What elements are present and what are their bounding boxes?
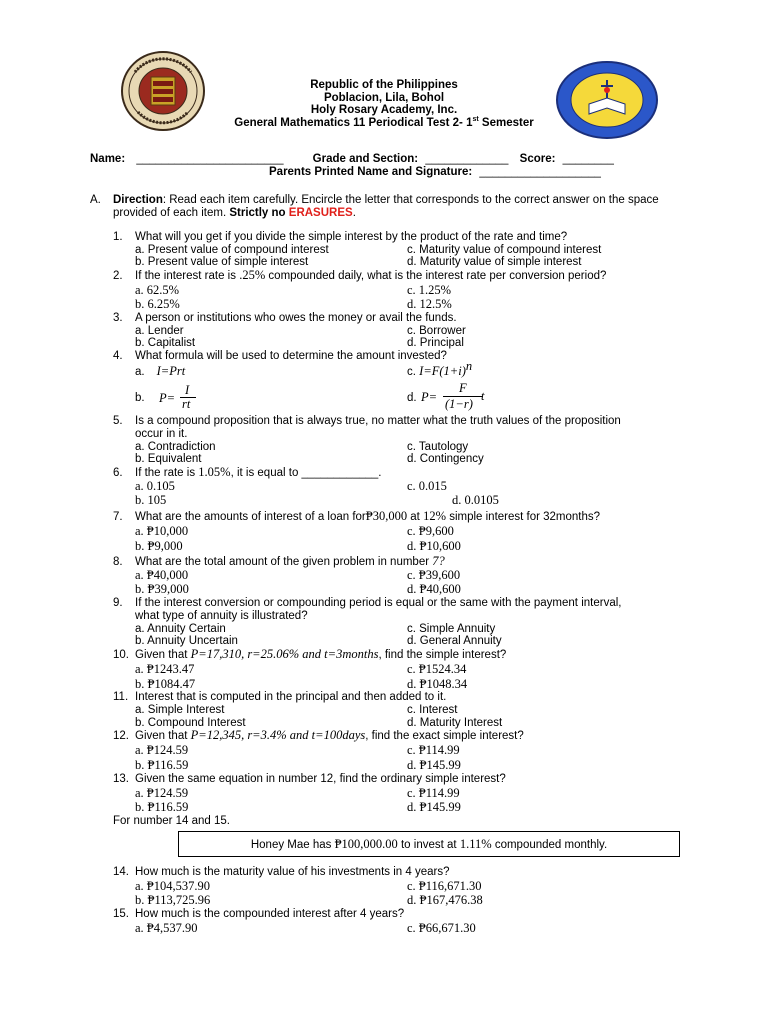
q1-option-b[interactable]: b. Present value of simple interest bbox=[135, 256, 309, 268]
location-line: Poblacion, Lila, Bohol bbox=[323, 91, 445, 104]
parents-field[interactable]: ___________________ bbox=[479, 166, 601, 178]
q10-option-b[interactable]: b. ₱1084.47 bbox=[135, 677, 196, 691]
q10-option-c[interactable]: c. ₱1524.34 bbox=[407, 662, 467, 676]
question-7: 7. What are the amounts of interest of a loan for₱30,000 at 12% simple interest for 32months? bbox=[113, 509, 601, 523]
question-4: 4. What formula will be used to determine the amount invested? bbox=[113, 350, 447, 362]
q9-option-b[interactable]: b. Annuity Uncertain bbox=[135, 635, 238, 647]
q9-option-d[interactable]: d. General Annuity bbox=[407, 635, 502, 647]
q14-option-c[interactable]: c. ₱116,671.30 bbox=[407, 879, 482, 893]
parents-label: Parents Printed Name and Signature: bbox=[269, 166, 473, 178]
q2-option-c[interactable]: c. 1.25% bbox=[407, 283, 452, 297]
q12-option-d[interactable]: d. ₱145.99 bbox=[407, 758, 461, 772]
q13-option-c[interactable]: c. ₱114.99 bbox=[407, 786, 460, 800]
q9-option-c[interactable]: c. Simple Annuity bbox=[407, 623, 496, 635]
q11-option-d[interactable]: d. Maturity Interest bbox=[407, 717, 503, 729]
q5-option-b[interactable]: b. Equivalent bbox=[135, 453, 202, 465]
q10-option-a[interactable]: a. ₱1243.47 bbox=[135, 662, 195, 676]
test-page: Republic of the Philippines Poblacion, Lila, Bohol Holy Rosary Academy, Inc. General Mathematics 11 Periodical Test 2- 1st Semester Name: _______________________ Grade and Section: _____________ Score: ________ Parents Printed Name and Signature: ___________________ A. Direction: Read each item carefully. Encircle the letter that corresponds to the correct answer on the space provided of each item. Strictly no ERASURES. 1. What will you get if you divide the simple interest by the product of the rate and time? a. Present value of compound interest b. Present value of simple interest c. Maturity value of compound interest d. Maturity value of simple interest 2. If the interest rate is .25% compounded daily, what is the interest rate per conversion period? a. 62.5% b. 6.25% c. 1.25% d. 12.5% 3. A person or institutions who owes the money or avail the funds. a. Lender b. Capitalist c. Borrower d. Principal 4. What formula will be used to determine the amount invested? a. I=Prt b. P= I rt c. $I=F(1+i)^n$ d. P= F (1−r) t 5. Is a compound proposition that is always true, no matter what the truth values of the proposition occur in it. a. Contradiction b. Equivalent c. Tautology d. Contingency 6. If the rate is 1.05%, it is equal to ____________. a. 0.105 b. 105 c. 0.015 d. 0.0105 7. What are the amounts of interest of a loan for₱30,000 at 12% simple interest for 32months? a. ₱10,000 b. ₱9,000 c. ₱9,600 d. ₱10,600 8. What are the total amount of the given problem in number 7? a. ₱40,000 b. ₱39,000 c. ₱39,600 d. ₱40,600 9. If the interest conversion or compounding period is equal or the same with the payment interval, what type of annuity is illustrated? a. Annuity Certain b. Annuity Uncertain c. Simple Annuity d. General Annuity 10. Given that P=17,310, r=25.06% and t=3months, find the simple interest? a. ₱1243.47 b. ₱1084.47 c. ₱1524.34 d. ₱1048.34 11. Interest that is computed in the principal and then added to it. a. Simple Interest b. Compound Interest c. Interest d. Maturity Interest 12. Given that P=12,345, r=3.4% and t=100days, find the exact simple interest? a. ₱124.59 b. ₱116.59 c. ₱114.99 d. ₱145.99 13. Given the same equation in number 12, find the ordinary simple interest? a. ₱124.59 b. ₱116.59 c. ₱114.99 d. ₱145.99 For number 14 and 15. Honey Mae has ₱100,000.00 to invest at 1.11% compounded monthly. 14. How much is the maturity value of his investments in 4 years? a. ₱104,537.90 b. ₱113,725.96 c. ₱116,671.30 d. ₱167,476.38 15. How much is the compounded interest after 4 years? a. ₱4,537.90 c. ₱66,671.30 bbox=[0, 0, 768, 1024]
q10-option-d[interactable]: d. ₱1048.34 bbox=[407, 677, 468, 691]
q11-option-b[interactable]: b. Compound Interest bbox=[135, 717, 246, 729]
q3-option-c[interactable]: c. Borrower bbox=[407, 325, 466, 337]
question-3: 3. A person or institutions who owes the money or avail the funds. bbox=[113, 312, 457, 324]
q3-option-b[interactable]: b. Capitalist bbox=[135, 337, 196, 349]
question-9: 9. If the interest conversion or compounding period is equal or the same with the payment interval, bbox=[113, 597, 622, 609]
name-label: Name: bbox=[90, 153, 126, 165]
question-2: 2. If the interest rate is .25% compounded daily, what is the interest rate per conversion period? bbox=[113, 268, 607, 282]
holy-rosary-academy-logo bbox=[555, 60, 659, 140]
q11-option-c[interactable]: c. Interest bbox=[407, 704, 458, 716]
parents-signature-line bbox=[269, 166, 601, 178]
question-1: 1. What will you get if you divide the simple interest by the product of the rate and time? bbox=[113, 231, 568, 243]
test-title-line: General Mathematics 11 Periodical Test 2- 1st Semester bbox=[234, 115, 534, 129]
question-11: 11. Interest that is computed in the principal and then added to it. bbox=[113, 691, 447, 703]
q13-option-a[interactable]: a. ₱124.59 bbox=[135, 786, 189, 800]
q7-option-a[interactable]: a. ₱10,000 bbox=[135, 524, 189, 538]
q1-option-d[interactable]: d. Maturity value of simple interest bbox=[407, 256, 582, 268]
for-number-note: For number 14 and 15. bbox=[113, 815, 230, 827]
q8-option-d[interactable]: d. ₱40,600 bbox=[407, 582, 461, 596]
question-15: 15. How much is the compounded interest after 4 years? bbox=[113, 908, 405, 920]
q8-option-c[interactable]: c. ₱39,600 bbox=[407, 568, 461, 582]
q6-option-a[interactable]: a. 0.105 bbox=[135, 479, 175, 493]
q12-option-b[interactable]: b. ₱116.59 bbox=[135, 758, 189, 772]
question-9-continued: what type of annuity is illustrated? bbox=[135, 610, 308, 622]
q12-option-a[interactable]: a. ₱124.59 bbox=[135, 743, 189, 757]
q4-option-c[interactable]: c. $I=F(1+i)^n$ bbox=[407, 359, 473, 378]
q14-option-b[interactable]: b. ₱113,725.96 bbox=[135, 893, 211, 907]
q14-option-a[interactable]: a. ₱104,537.90 bbox=[135, 879, 210, 893]
q6-option-c[interactable]: c. 0.015 bbox=[407, 479, 447, 493]
question-10: 10. Given that P=17,310, r=25.06% and t=3months, find the simple interest? bbox=[113, 647, 507, 661]
question-6: 6. If the rate is 1.05%, it is equal to ____________. bbox=[113, 465, 382, 479]
q7-option-b[interactable]: b. ₱9,000 bbox=[135, 539, 183, 553]
republic-line: Republic of the Philippines bbox=[310, 79, 458, 91]
score-label: Score: bbox=[519, 153, 556, 165]
q2-option-b[interactable]: b. 6.25% bbox=[135, 297, 180, 311]
q7-option-c[interactable]: c. ₱9,600 bbox=[407, 524, 454, 538]
q12-option-c[interactable]: c. ₱114.99 bbox=[407, 743, 460, 757]
q14-option-d[interactable]: d. ₱167,476.38 bbox=[407, 893, 483, 907]
question-12: 12. Given that P=12,345, r=3.4% and t=100days, find the exact simple interest? bbox=[113, 728, 524, 742]
q5-option-d[interactable]: d. Contingency bbox=[407, 453, 484, 465]
q1-option-c[interactable]: c. Maturity value of compound interest bbox=[407, 244, 602, 256]
grade-section-field[interactable]: _____________ bbox=[425, 153, 509, 165]
q11-option-a[interactable]: a. Simple Interest bbox=[135, 704, 225, 716]
school-association-seal-logo bbox=[120, 50, 206, 132]
question-14: 14. How much is the maturity value of his investments in 4 years? bbox=[113, 866, 450, 878]
question-5-continued: occur in it. bbox=[135, 428, 188, 440]
q5-option-c[interactable]: c. Tautology bbox=[407, 441, 469, 453]
school-name-line: Holy Rosary Academy, Inc. bbox=[310, 104, 458, 116]
section-letter: A. bbox=[90, 194, 101, 206]
grade-section-label: Grade and Section: bbox=[312, 153, 419, 165]
q2-option-a[interactable]: a. 62.5% bbox=[135, 283, 180, 297]
question-8: 8. What are the total amount of the given problem in number 7? bbox=[113, 554, 445, 568]
q6-option-b[interactable]: b. 105 bbox=[135, 493, 167, 507]
school-header bbox=[200, 79, 568, 129]
q15-option-a[interactable]: a. ₱4,537.90 bbox=[135, 921, 198, 935]
q8-option-b[interactable]: b. ₱39,000 bbox=[135, 582, 189, 596]
q3-option-d[interactable]: d. Principal bbox=[407, 337, 464, 349]
question-13: 13. Given the same equation in number 12, find the ordinary simple interest? bbox=[113, 773, 506, 785]
q3-option-a[interactable]: a. Lender bbox=[135, 325, 184, 337]
q9-option-a[interactable]: a. Annuity Certain bbox=[135, 623, 226, 635]
student-info-line bbox=[90, 153, 710, 165]
q6-option-d[interactable]: d. 0.0105 bbox=[452, 493, 499, 507]
score-field[interactable]: ________ bbox=[562, 153, 614, 165]
direction-text: Direction: Read each item carefully. Encircle the letter that corresponds to the correct answer on the space provided of each item. Strictly no ERASURES. bbox=[113, 194, 659, 219]
q8-option-a[interactable]: a. ₱40,000 bbox=[135, 568, 189, 582]
q13-option-d[interactable]: d. ₱145.99 bbox=[407, 800, 461, 814]
q7-option-d[interactable]: d. ₱10,600 bbox=[407, 539, 461, 553]
name-field[interactable]: _______________________ bbox=[136, 153, 284, 165]
q13-option-b[interactable]: b. ₱116.59 bbox=[135, 800, 189, 814]
problem-statement-box: Honey Mae has ₱100,000.00 to invest at 1.11% compounded monthly. bbox=[178, 831, 680, 857]
q2-option-d[interactable]: d. 12.5% bbox=[407, 297, 452, 311]
q15-option-c[interactable]: c. ₱66,671.30 bbox=[407, 921, 476, 935]
q4-option-a[interactable]: a. I=Prt bbox=[135, 364, 186, 378]
q5-option-a[interactable]: a. Contradiction bbox=[135, 441, 216, 453]
question-5: 5. Is a compound proposition that is always true, no matter what the truth values of the proposition bbox=[113, 415, 621, 427]
q1-option-a[interactable]: a. Present value of compound interest bbox=[135, 244, 329, 256]
